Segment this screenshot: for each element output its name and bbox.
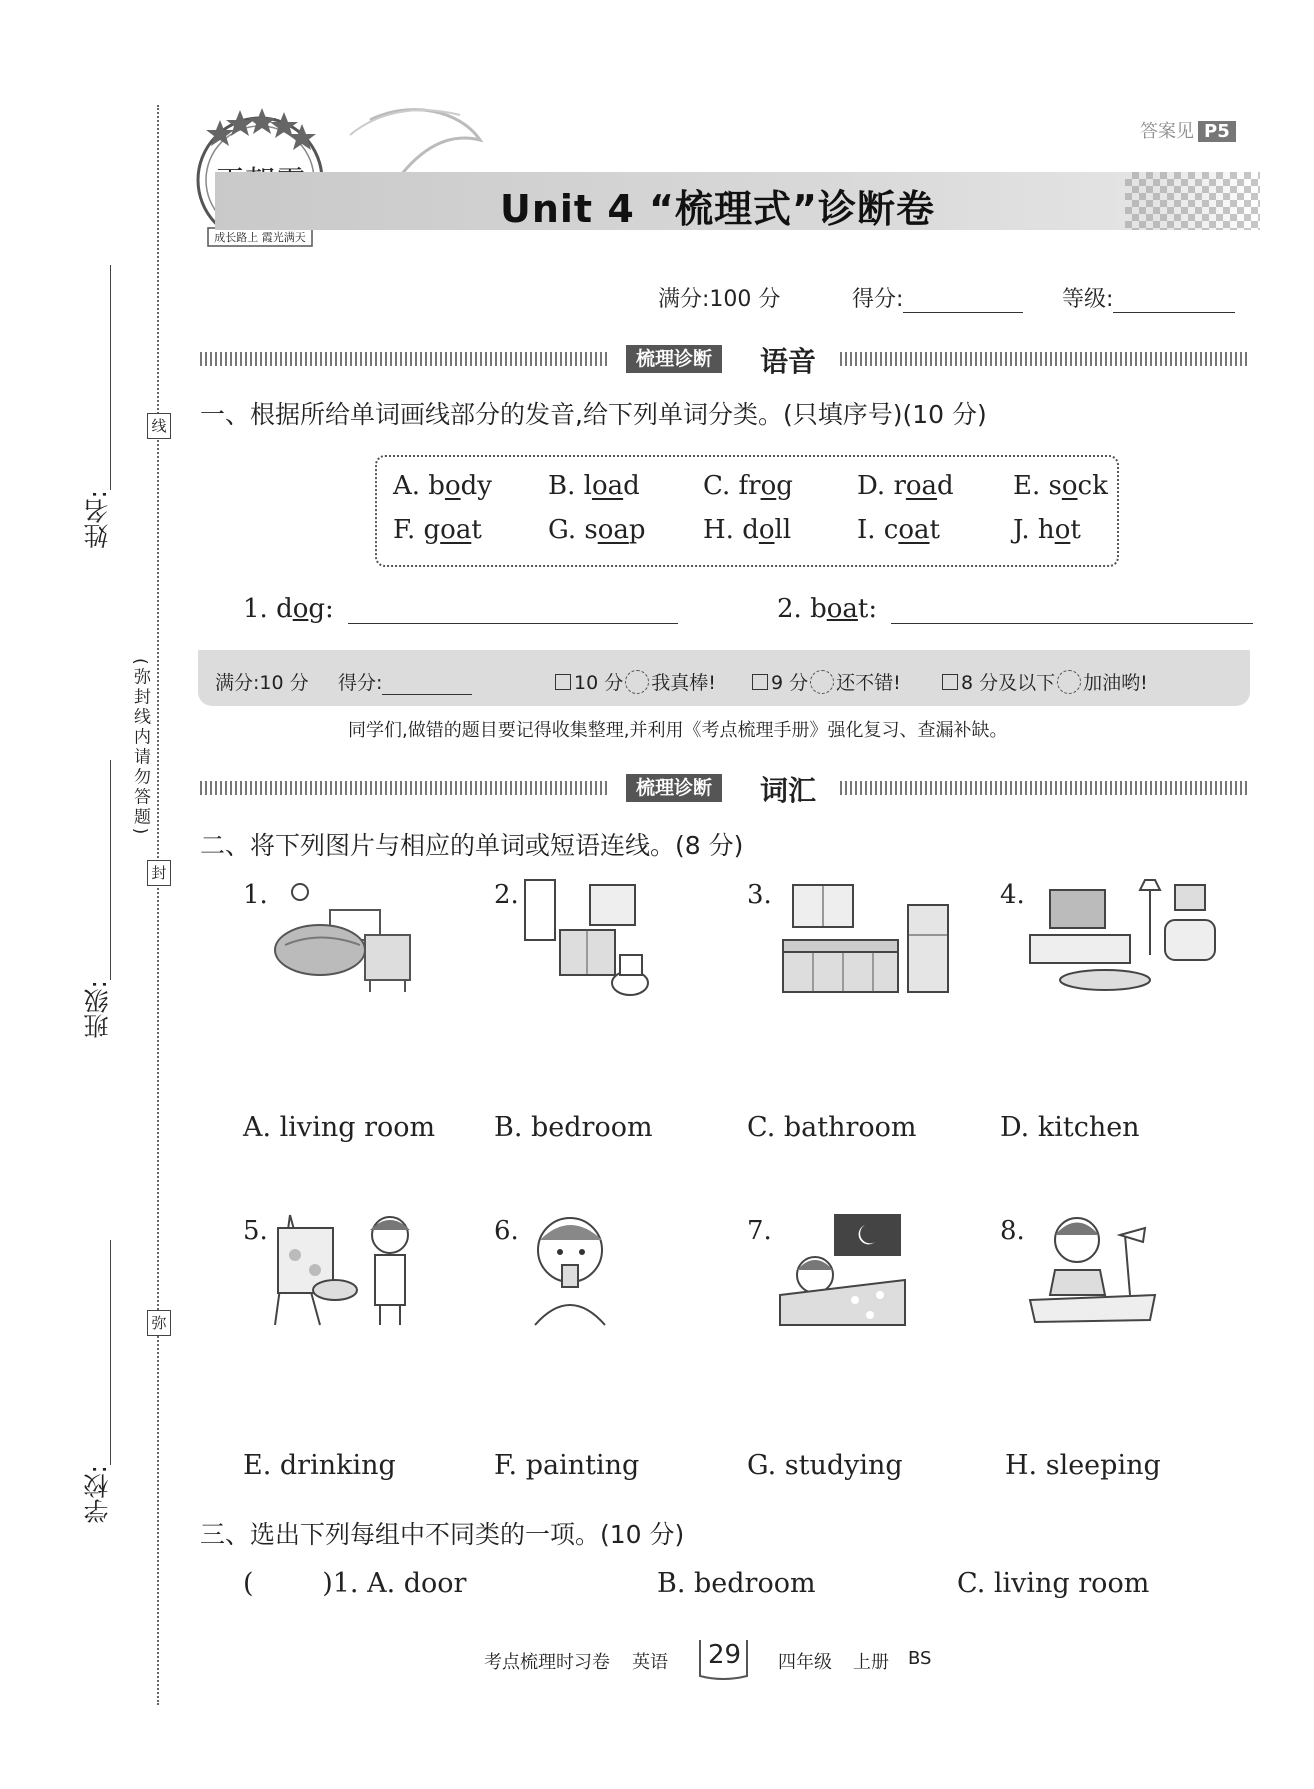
q1-word: C. frog: [703, 471, 793, 501]
pic-number-1: 1.: [243, 880, 268, 910]
q3-item1-option-c: C. living room: [957, 1568, 1150, 1599]
footer-term: 上册: [853, 1652, 889, 1673]
logo-slogan2: 成长路上 霞光满天: [214, 231, 306, 244]
q3-item1-answer[interactable]: ( )1. A. door: [243, 1568, 467, 1599]
option-b[interactable]: B. bedroom: [494, 1112, 653, 1143]
q1-blank2-u: oa: [826, 594, 858, 624]
school-input[interactable]: [110, 1240, 111, 1465]
bathroom-picture[interactable]: [520, 875, 655, 1000]
opt2-label: 9 分: [771, 672, 809, 694]
kitchen-picture[interactable]: [778, 880, 963, 995]
q1-word: I. coat: [857, 515, 940, 545]
q1-heading: 一、根据所给单词画线部分的发音,给下列单词分类。(只填序号)(10 分): [200, 400, 987, 429]
page-number: 29: [708, 1640, 742, 1670]
q1-word: D. road: [857, 471, 954, 501]
option-f[interactable]: F. painting: [494, 1450, 640, 1481]
studying-picture[interactable]: [1025, 1210, 1160, 1330]
seal-note: (弥封线内请勿答题): [130, 658, 150, 838]
pic-number-6: 6.: [494, 1216, 519, 1246]
score-field[interactable]: [852, 282, 1023, 313]
scorebar-option-8[interactable]: [942, 668, 1148, 695]
section1-name: 语音: [760, 345, 817, 378]
painting-picture[interactable]: [270, 1210, 420, 1330]
opt1-text: 我真棒!: [651, 672, 716, 694]
q1-word: B. load: [548, 471, 640, 501]
name-input[interactable]: [110, 265, 111, 490]
divider2-hatch-left: [200, 781, 610, 795]
divider2-hatch-right: [840, 781, 1250, 795]
drinking-picture[interactable]: [520, 1210, 615, 1330]
q1-blank1-post: g:: [308, 594, 334, 624]
q1-word: F. goat: [393, 515, 482, 545]
q1-blank2-pre: 2. b: [777, 594, 827, 624]
school-label: 学校:: [83, 1465, 112, 1524]
section1-tag: 梳理诊断: [626, 345, 722, 373]
bedroom-picture[interactable]: [270, 880, 420, 995]
q1-word: A. body: [393, 471, 492, 501]
review-tip: 同学们,做错的题目要记得收集整理,并利用《考点梳理手册》强化复习、查漏补缺。: [348, 720, 1008, 741]
q2-heading: 二、将下列图片与相应的单词或短语连线。(8 分): [200, 831, 744, 860]
scorebar-score-field[interactable]: [338, 668, 472, 695]
section2-tag: 梳理诊断: [626, 774, 722, 802]
scorebar-score-label: 得分:: [338, 672, 383, 694]
happy-face-icon: [625, 670, 649, 694]
footer-edition: BS: [908, 1648, 932, 1669]
pic-number-3: 3.: [747, 880, 772, 910]
q1-word: E. sock: [1013, 471, 1108, 501]
pic-number-4: 4.: [1000, 880, 1025, 910]
scorebar-option-9[interactable]: [752, 668, 901, 695]
name-label: 姓名:: [83, 490, 112, 549]
q3-item1-option-b: B. bedroom: [657, 1568, 816, 1599]
opt2-text: 还不错!: [836, 672, 901, 694]
binding-dotted-line: [157, 105, 159, 1705]
answer-reference: 答案见 P5: [1140, 117, 1236, 143]
sleeping-picture[interactable]: [775, 1210, 910, 1330]
grade-field[interactable]: [1062, 282, 1235, 313]
scorebar-full: 满分:10 分: [215, 672, 309, 694]
q1-word: H. doll: [703, 515, 792, 545]
divider-hatch-right: [840, 352, 1250, 366]
seal-char-line: 线: [147, 413, 171, 439]
pic-number-2: 2.: [494, 880, 519, 910]
q1-word: J. hot: [1013, 515, 1081, 545]
option-c[interactable]: C. bathroom: [747, 1112, 917, 1143]
page-title: Unit 4 “梳理式”诊断卷: [500, 187, 935, 231]
seal-char-seal: 封: [147, 860, 171, 886]
banner-checker-pattern: [1125, 172, 1260, 230]
opt3-label: 8 分及以下: [961, 672, 1056, 694]
q1-blank1-u: o: [292, 594, 309, 624]
q1-blank2-post: t:: [857, 594, 878, 624]
footer-subject: 英语: [632, 1652, 668, 1673]
divider-hatch-left: [200, 352, 610, 366]
q1-blank1-pre: 1. d: [243, 594, 293, 624]
section2-name: 词汇: [760, 774, 817, 807]
opt1-label: 10 分: [574, 672, 624, 694]
footer-series: 考点梳理时习卷: [484, 1652, 610, 1673]
pic-number-5: 5.: [243, 1216, 268, 1246]
cheer-face-icon: [1057, 670, 1081, 694]
pic-number-8: 8.: [1000, 1216, 1025, 1246]
grade-label: 等级:: [1062, 287, 1114, 312]
option-a[interactable]: A. living room: [243, 1112, 436, 1143]
q1-blank-dog[interactable]: [243, 594, 678, 624]
smile-face-icon: [810, 670, 834, 694]
opt3-text: 加油哟!: [1083, 672, 1148, 694]
full-score: 满分:100 分: [658, 287, 781, 312]
q3-heading: 三、选出下列每组中不同类的一项。(10 分): [200, 1520, 685, 1549]
q1-word: G. soap: [548, 515, 646, 545]
living-room-picture[interactable]: [1025, 875, 1225, 1000]
score-label: 得分:: [852, 287, 904, 312]
option-d[interactable]: D. kitchen: [1000, 1112, 1140, 1143]
option-g[interactable]: G. studying: [747, 1450, 903, 1481]
pic-number-7: 7.: [747, 1216, 772, 1246]
option-h[interactable]: H. sleeping: [1005, 1450, 1161, 1481]
footer-grade: 四年级: [778, 1652, 832, 1673]
seal-char-mi: 弥: [147, 1310, 171, 1336]
q1-blank-boat[interactable]: [777, 594, 1253, 624]
class-label: 班级:: [83, 980, 112, 1039]
class-input[interactable]: [110, 760, 111, 980]
scorebar-option-10[interactable]: [555, 668, 716, 695]
option-e[interactable]: E. drinking: [243, 1450, 396, 1481]
